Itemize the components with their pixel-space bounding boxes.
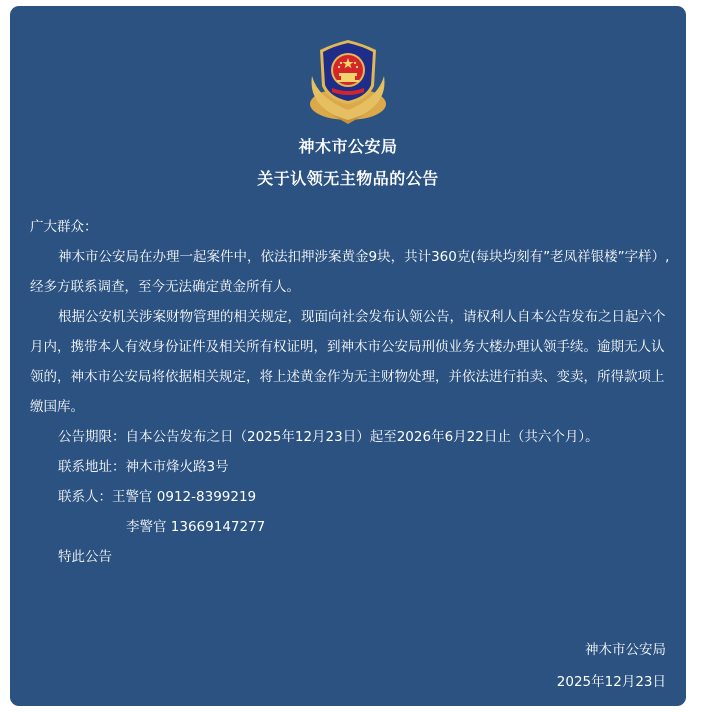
contact-person-2: 李警官 13669147277 (126, 519, 266, 535)
address-value: 神木市烽火路3号 (125, 459, 229, 475)
signature-date: 2025年12月23日 (556, 674, 666, 690)
address-label: 联系地址： (58, 459, 126, 475)
salutation: 广大群众： (30, 219, 98, 235)
closing: 特此公告 (58, 549, 112, 565)
contact-address (30, 452, 670, 482)
paragraph-claim: 根据公安机关涉案财物管理的相关规定，现面向社会发布认领公告，请权利人自本公告发布之日起六个月内，携带本人有效身份证件及相关所有权证明，到神木市公安局刑侦业务大楼办理认领手续。逾期无人认领的，神木市公安局将依据相关规定，将上述黄金作为无主财物处理，并依法进行拍卖、变卖，所得款项上缴国库。 (30, 309, 666, 415)
notice-title: 关于认领无主物品的公告 (257, 169, 439, 188)
org-title: 神木市公安局 (298, 137, 398, 156)
paragraph-period: 公告期限：自本公告发布之日（2025年12月23日）起至2026年6月22日止（共六个月）。 (58, 429, 599, 445)
contact-person-1 (30, 482, 670, 512)
notice-body (30, 212, 670, 572)
notice-card (10, 6, 686, 706)
contact-value: 王警官 0912-8399219 (112, 489, 257, 505)
paragraph-case: 神木市公安局在办理一起案件中，依法扣押涉案黄金9块，共计360克(每块均刻有”老凤祥银楼”字样）,经多方联系调查，至今无法确定黄金所有人。 (30, 249, 670, 295)
police-emblem-icon (306, 36, 390, 126)
contact-label: 联系人： (58, 489, 112, 505)
signature-org: 神木市公安局 (585, 642, 666, 658)
